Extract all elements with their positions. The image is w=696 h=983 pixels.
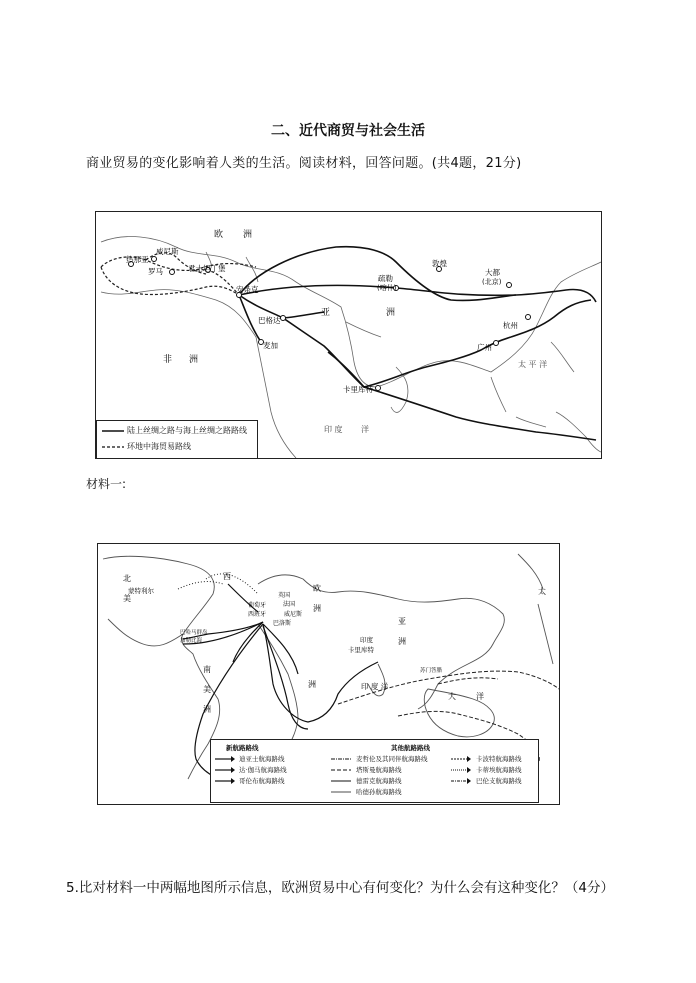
- mediterranean-routes: [101, 253, 256, 295]
- city-markers: [129, 257, 531, 391]
- place-spain: 西班牙: [248, 611, 267, 618]
- place-montreal: 蒙特利尔: [128, 587, 154, 595]
- legend-magellan-line-icon: [331, 756, 351, 762]
- region-europe-1: 欧: [214, 230, 224, 240]
- region-asia-1: 亚: [398, 617, 406, 626]
- legend-barents-arrow-icon: [451, 778, 471, 784]
- legend-hudson: 哈德孙航海路线: [356, 788, 402, 796]
- legend-new-routes-title: 新航路路线: [226, 744, 259, 752]
- region-north-america-2: 美: [123, 594, 131, 603]
- region-ocean-b: 洋: [476, 692, 484, 701]
- legend-tasman-line-icon: [331, 767, 351, 773]
- place-sumatra: 苏门答腊: [420, 668, 443, 674]
- legend-gama-arrow-icon: [215, 767, 235, 773]
- legend-drake: 德雷克航海路线: [356, 777, 402, 785]
- city-constantinople: 君士坦丁堡: [188, 264, 226, 273]
- city-genoa: 热那亚: [126, 255, 149, 264]
- intro-text: 商业贸易的变化影响着人类的生活。阅读材料，回答问题。(共4题，21分): [86, 156, 522, 171]
- place-bahamas: 巴哈马群岛: [180, 630, 208, 636]
- region-africa: 洲: [308, 680, 316, 689]
- region-asia-2: 洲: [386, 308, 396, 318]
- silk-road-map: [95, 211, 602, 459]
- legend-cartier-arrow-icon: [451, 767, 471, 773]
- legend-mediterranean: 环地中海贸易路线: [127, 442, 191, 451]
- legend-columbus: 哥伦布航海路线: [239, 777, 285, 785]
- legend-cartier: 卡蒂埃航海路线: [476, 766, 522, 774]
- place-venice: 威尼斯: [284, 611, 303, 618]
- place-caribbean: 加勒比海: [180, 638, 203, 644]
- city-hangzhou: 杭州: [503, 321, 518, 330]
- legend-barents: 巴伦支航海路线: [476, 777, 522, 785]
- legend-dias-arrow-icon: [215, 756, 235, 762]
- region-africa-2: 洲: [189, 355, 199, 365]
- legend-columbus-arrow-icon: [215, 778, 235, 784]
- region-africa-1: 非: [163, 355, 173, 365]
- region-europe-1: 欧: [313, 584, 321, 593]
- section-title: 二、近代商贸与社会生活: [271, 123, 425, 139]
- silk-road-routes: [239, 247, 596, 440]
- question-5: 5.比对材料一中两幅地图所示信息，欧洲贸易中心有何变化？为什么会有这种变化？（4分）: [66, 880, 614, 896]
- map2-legend: [210, 739, 539, 803]
- legend-dias: 迪亚士航海路线: [239, 755, 285, 763]
- region-indian-ocean: 印 度 洋: [361, 682, 389, 691]
- city-venice: 威尼斯: [156, 247, 179, 256]
- region-indian-1: 印 度: [324, 425, 343, 434]
- region-south-america-1: 南: [203, 665, 211, 674]
- legend-solid-line-icon: [102, 429, 124, 433]
- city-dunhuang: 敦煌: [432, 259, 447, 268]
- city-guangzhou: 广州: [477, 343, 492, 352]
- place-alexandria: 巴洛斯: [273, 620, 292, 627]
- legend-cabot: 卡波特航海路线: [476, 755, 522, 763]
- city-mecca: 麦加: [263, 341, 278, 350]
- city-dadu: 大都: [485, 268, 500, 277]
- place-portugal: 葡萄牙: [248, 602, 267, 609]
- place-france: 法国: [283, 601, 296, 608]
- city-baghdad: 巴格达: [258, 316, 281, 325]
- place-calicut: 卡里库特: [348, 646, 374, 654]
- legend-drake-line-icon: [331, 778, 351, 784]
- place-england: 英国: [278, 592, 291, 599]
- region-south-america-2: 美: [203, 685, 211, 694]
- region-pacific: 太: [538, 587, 546, 596]
- region-indian-2: 洋: [361, 425, 369, 434]
- region-south-america-3: 洲: [203, 705, 211, 714]
- legend-other-routes-title: 其他航路路线: [391, 744, 430, 752]
- new-routes-map: [97, 543, 560, 805]
- dotted-routes: [178, 574, 258, 594]
- city-antioch: 安条克: [236, 285, 259, 294]
- region-north-america-1: 北: [123, 574, 131, 583]
- city-rome: 罗马: [148, 267, 163, 276]
- material-label: 材料一:: [86, 477, 127, 491]
- city-kashgar: 疏勒: [378, 274, 393, 283]
- legend-dashed-line-icon: [102, 445, 124, 449]
- city-dadu-alt: (北京): [482, 278, 502, 286]
- legend-hudson-line-icon: [331, 789, 351, 795]
- legend-gama: 达·伽马航海路线: [239, 766, 287, 774]
- legend-silk-road: 陆上丝绸之路与海上丝绸之路路线: [127, 426, 247, 435]
- legend-magellan: 麦哲伦及其同伴航海路线: [356, 755, 428, 763]
- map1-legend: [96, 420, 258, 459]
- region-ocean-a: 大: [448, 692, 456, 701]
- legend-cabot-arrow-icon: [451, 756, 471, 762]
- city-calicut: 卡里库特: [343, 385, 373, 394]
- region-asia-1: 亚: [321, 308, 331, 318]
- region-asia-2: 洲: [398, 637, 406, 646]
- place-india: 印度: [360, 636, 373, 644]
- legend-tasman: 塔斯曼航海路线: [356, 766, 402, 774]
- region-pacific: 太 平 洋: [518, 360, 548, 369]
- region-europe-2: 洲: [243, 230, 253, 240]
- region-europe-2: 洲: [313, 604, 321, 613]
- region-atlantic: 西: [223, 572, 231, 581]
- city-kashgar-alt: (喀什): [377, 284, 397, 292]
